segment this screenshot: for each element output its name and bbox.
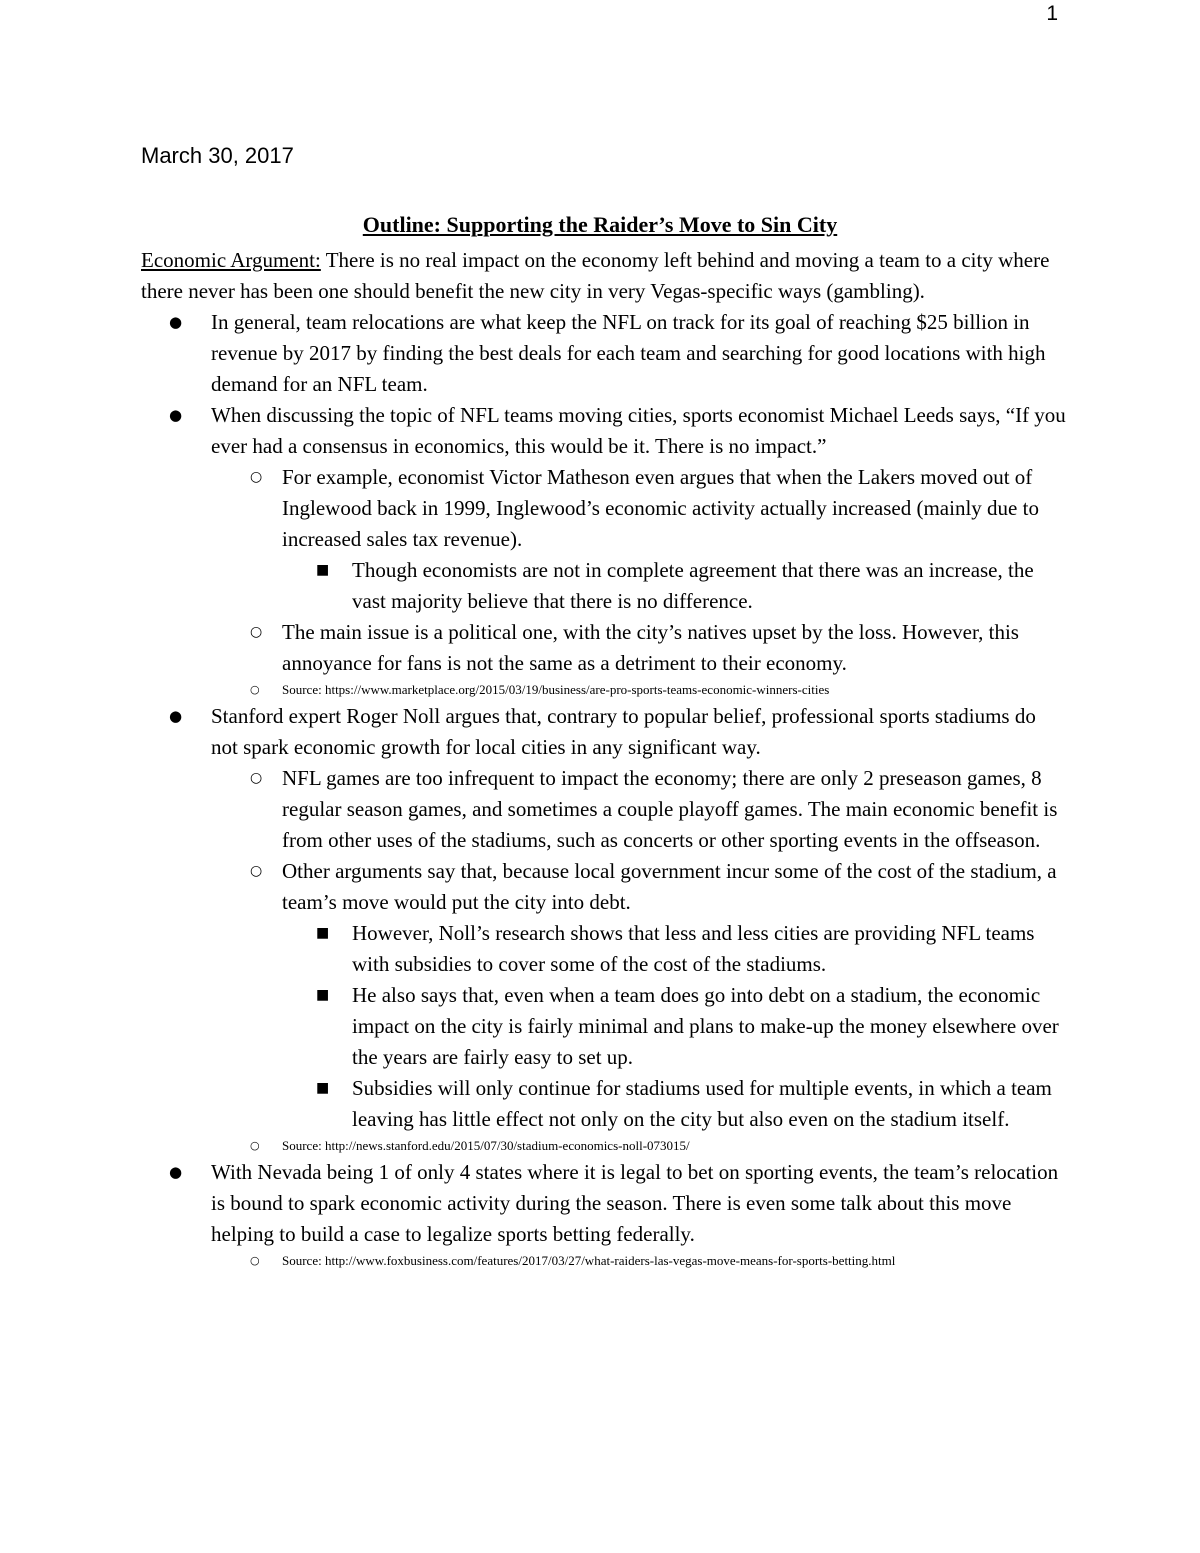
list-item xyxy=(141,701,1066,763)
list-item xyxy=(141,617,1066,679)
bullet-marker: ○ xyxy=(250,770,263,786)
list-item-text: Stanford expert Roger Noll argues that, contrary to popular belief, professional sports stadiums do not spark economic growth for local cities in any significant way. xyxy=(211,704,1036,759)
list-item-text: He also says that, even when a team does go into debt on a stadium, the economic impact on the city is fairly minimal and plans to make-up the money elsewhere over the years are fairly easy to set up. xyxy=(352,983,1059,1069)
source-text: Source: http://news.stanford.edu/2015/07/30/stadium-economics-noll-073015/ xyxy=(282,1138,690,1153)
list-item xyxy=(141,918,1066,980)
list-item-text: When discussing the topic of NFL teams moving cities, sports economist Michael Leeds says, “If you ever had a consensus in economics, this would be it. There is no impact.” xyxy=(211,403,1066,458)
document-date: March 30, 2017 xyxy=(141,143,294,168)
list-item xyxy=(141,763,1066,856)
list-item-text: Subsidies will only continue for stadiums used for multiple events, in which a team leaving has little effect not only on the city but also even on the stadium itself. xyxy=(352,1076,1052,1131)
list-item xyxy=(141,462,1066,555)
source-citation xyxy=(141,1135,1066,1157)
source-text: Source: http://www.foxbusiness.com/features/2017/03/27/what-raiders-las-vegas-move-means-for-sports-betting.html xyxy=(282,1253,896,1268)
source-text: Source: https://www.marketplace.org/2015/03/19/business/are-pro-sports-teams-economic-winners-cities xyxy=(282,682,830,697)
list-item xyxy=(141,980,1066,1073)
outline-body xyxy=(141,245,1066,1272)
list-item-text: Though economists are not in complete agreement that there was an increase, the vast majority believe that there is no difference. xyxy=(352,558,1034,613)
list-item-text: In general, team relocations are what keep the NFL on track for its goal of reaching $25 billion in revenue by 2017 by finding the best deals for each team and searching for good locations with high demand for an NFL team. xyxy=(211,310,1046,396)
page-title: Outline: Supporting the Raider’s Move to Sin City xyxy=(362,212,838,237)
bullet-marker: ○ xyxy=(250,863,263,879)
bullet-marker: ■ xyxy=(316,562,330,578)
list-item xyxy=(141,307,1066,400)
list-item xyxy=(141,555,1066,617)
intro-text: There is no real impact on the economy left behind and moving a team to a city where there never has been one should benefit the new city in very Vegas-specific ways (gambling). xyxy=(141,248,1050,303)
bullet-marker: ■ xyxy=(316,1080,330,1096)
bullet-marker: ○ xyxy=(250,469,263,485)
bullet-marker: ● xyxy=(169,1163,183,1181)
source-citation xyxy=(141,1250,1066,1272)
bullet-marker: ● xyxy=(169,707,183,725)
bullet-marker: ○ xyxy=(250,1139,260,1152)
list-item-text: NFL games are too infrequent to impact the economy; there are only 2 preseason games, 8 regular season games, and sometimes a couple playoff games. The main economic benefit is from other uses of the stadiums, such as concerts or other sporting events in the offseason. xyxy=(282,766,1058,852)
list-item-text: With Nevada being 1 of only 4 states where it is legal to bet on sporting events, the team’s relocation is bound to spark economic activity during the season. There is even some talk about this move helping to build a case to legalize sports betting federally. xyxy=(211,1160,1059,1246)
source-citation xyxy=(141,679,1066,701)
bullet-marker: ■ xyxy=(316,925,330,941)
bullet-marker: ■ xyxy=(316,987,330,1003)
bullet-marker: ○ xyxy=(250,683,260,696)
bullet-marker: ● xyxy=(169,313,183,331)
list-item xyxy=(141,1073,1066,1135)
list-item xyxy=(141,1157,1066,1250)
bullet-marker: ● xyxy=(169,406,183,424)
intro-paragraph xyxy=(141,245,1066,307)
list-item-text: The main issue is a political one, with the city’s natives upset by the loss. However, this annoyance for fans is not the same as a detriment to their economy. xyxy=(282,620,1019,675)
list-item-text: Other arguments say that, because local government incur some of the cost of the stadium, a team’s move would put the city into debt. xyxy=(282,859,1057,914)
bullet-marker: ○ xyxy=(250,624,263,640)
list-item xyxy=(141,400,1066,462)
section-label: Economic Argument: xyxy=(141,248,321,272)
page-number: 1 xyxy=(1046,2,1058,25)
list-item xyxy=(141,856,1066,918)
list-item-text: For example, economist Victor Matheson even argues that when the Lakers moved out of Inglewood back in 1999, Inglewood’s economic activity actually increased (mainly due to increased sales tax revenue). xyxy=(282,465,1039,551)
bullet-marker: ○ xyxy=(250,1254,260,1267)
list-item-text: However, Noll’s research shows that less and less cities are providing NFL teams with subsidies to cover some of the cost of the stadiums. xyxy=(352,921,1035,976)
